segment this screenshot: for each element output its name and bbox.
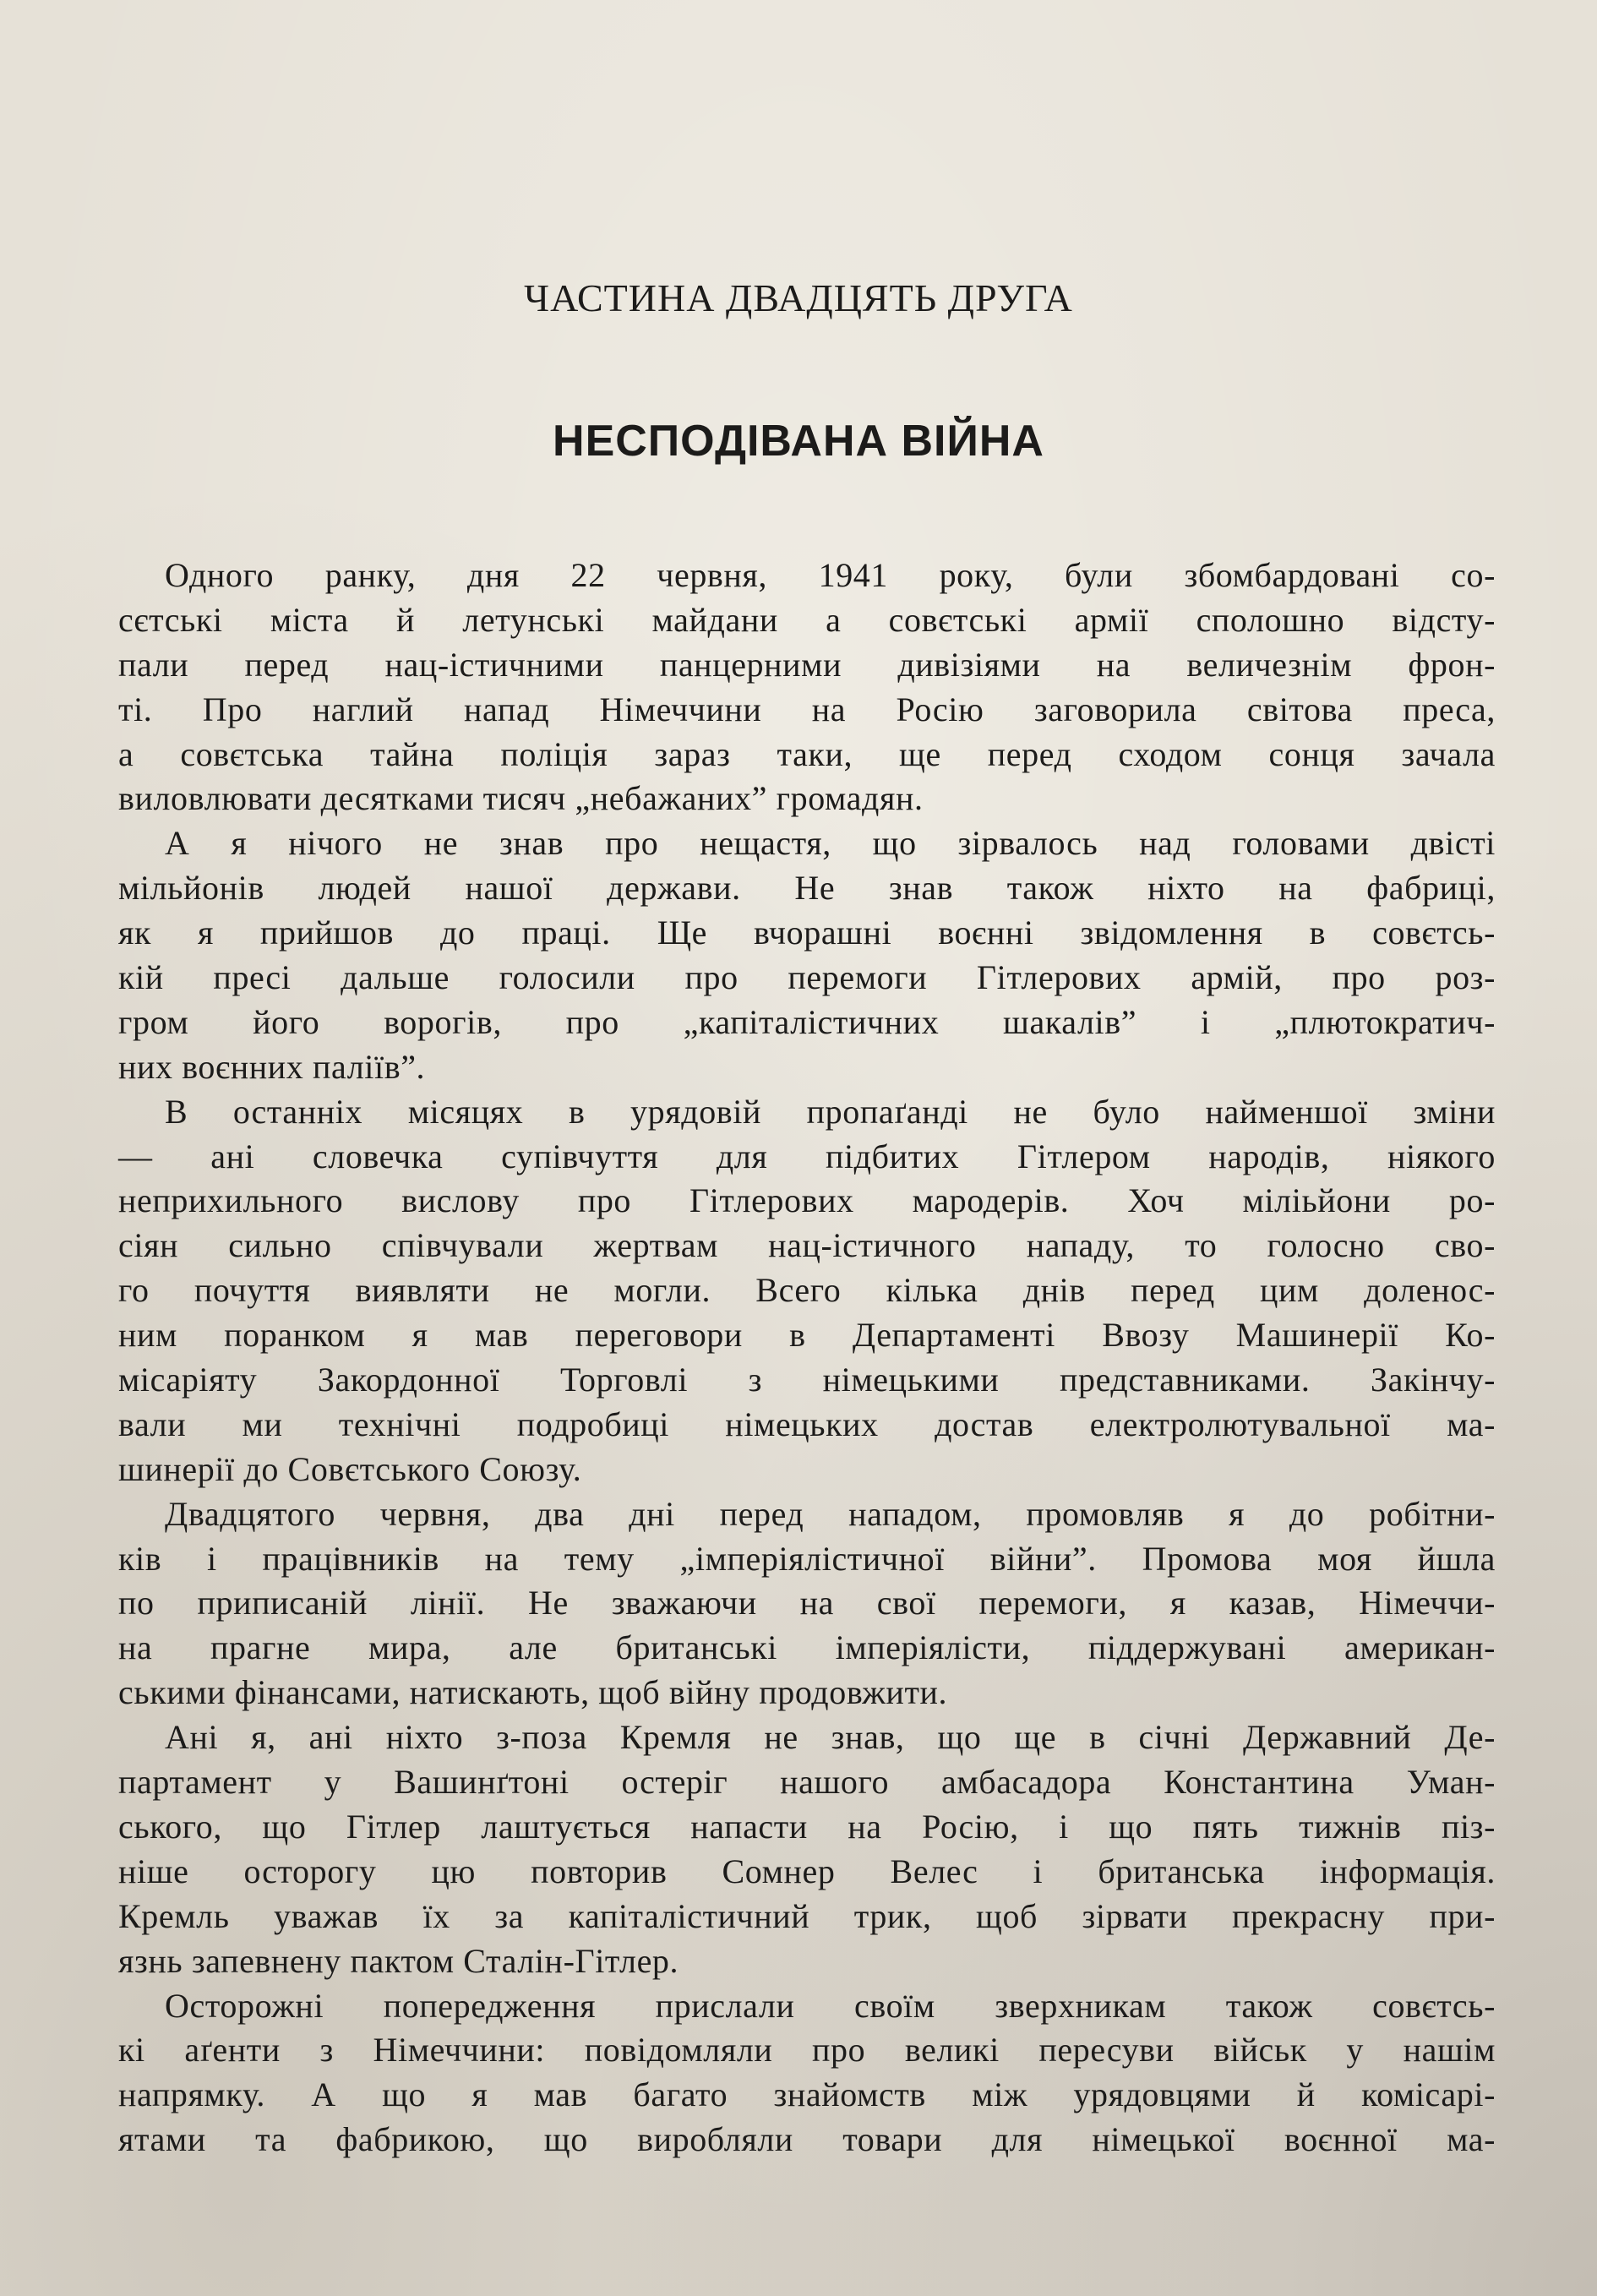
text-line: кій пресі дальше голосили про перемоги Гітлерових армій, про роз- (118, 958, 1496, 997)
paragraph (118, 1090, 1496, 1492)
text-line: ятами та фабрикою, що виробляли товари для німецької воєнної ма- (118, 2120, 1496, 2159)
text-line: ського, що Гітлер лаштується напасти на Росію, і що пять тижнів піз- (118, 1807, 1496, 1846)
text-line: виловлювати десятками тисяч „небажаних” громадян. (118, 779, 924, 818)
text-line: Кремль уважав їх за капіталістичний трик, щоб зірвати прекрасну при- (118, 1896, 1496, 1935)
text-line: неприхильного вислову про Гітлерових мародерів. Хоч міліьйони ро- (118, 1181, 1496, 1220)
text-line: Двадцятого червня, два дні перед нападом, промовляв я до робітни- (165, 1494, 1496, 1533)
body-text (118, 554, 1496, 2162)
text-line: В останніх місяцях в урядовій пропаґанді не було найменшої зміни (165, 1092, 1496, 1131)
text-line: партамент у Вашинґтоні остеріг нашого амбасадора Константина Уман- (118, 1763, 1496, 1802)
text-line: мільйонів людей нашої держави. Не знав також ніхто на фабриці, (118, 869, 1496, 908)
text-line: язнь запевнену пактом Сталін-Гітлер. (118, 1941, 679, 1980)
text-line: по приписаній лінії. Не зважаючи на свої перемоги, я казав, Німеччи- (118, 1584, 1496, 1622)
paragraph (118, 1715, 1496, 1983)
text-line: сєтські міста й летунські майдани а совєтські армії сполошно відсту- (118, 600, 1496, 639)
paragraph (118, 821, 1496, 1089)
text-line: ськими фінансами, натискають, щоб війну продовжити. (118, 1673, 948, 1712)
text-line: напрямку. А що я мав багато знайомств між урядовцями й комісарі- (118, 2075, 1496, 2114)
text-line: місаріяту Закордонної Торговлі з німецькими представниками. Закінчу- (118, 1361, 1496, 1399)
chapter-title: НЕСПОДІВАНА ВІЙНА (553, 417, 1044, 466)
text-line: гром його ворогів, про „капіталістичних шакалів” і „плютократич- (118, 1002, 1496, 1041)
text-line: як я прийшов до праці. Ще вчорашні воєнні звідомлення в совєтсь- (118, 913, 1496, 952)
paragraph (118, 1492, 1496, 1715)
text-line: вали ми технічні подробиці німецьких достав електролютувальної ма- (118, 1404, 1496, 1443)
text-line: А я нічого не знав про нещастя, що зірвалось над головами двісті (165, 824, 1496, 863)
paragraph (118, 1984, 1496, 2163)
text-line: пали перед нац-істичними панцерними дивізіями на величезнім фрон- (118, 645, 1496, 684)
text-line: сіян сильно співчували жертвам нац-істичного нападу, то голосно сво- (118, 1226, 1496, 1265)
text-line: ті. Про наглий напад Німеччини на Росію заговорила світова преса, (118, 690, 1496, 728)
text-line: ним поранком я мав переговори в Департаменті Ввозу Машинерії Ко- (118, 1316, 1496, 1355)
text-line: — ані словечка супівчуття для підбитих Гітлером народів, ніякого (118, 1137, 1496, 1175)
text-line: шинерії до Совєтського Союзу. (118, 1449, 582, 1488)
text-line: го почуття виявляти не могли. Всего кілька днів перед цим доленос- (118, 1271, 1496, 1310)
text-line: на прагне мира, але британські імперіялісти, піддержувані американ- (118, 1628, 1496, 1667)
text-line: а совєтська тайна поліція зараз таки, ще перед сходом сонця зачала (118, 734, 1496, 773)
text-line: ків і працівників на тему „імперіялістичної війни”. Промова моя йшла (118, 1539, 1496, 1578)
text-line: Ані я, ані ніхто з-поза Кремля не знав, що ще в січні Державний Де- (165, 1718, 1496, 1757)
text-line: Одного ранку, дня 22 червня, 1941 року, були збомбардовані со- (165, 556, 1496, 594)
text-line: ніше осторогу цю повторив Сомнер Велес і британська інформація. (118, 1852, 1496, 1890)
text-line: них воєнних паліїв”. (118, 1047, 426, 1086)
part-title: ЧАСТИНА ДВАДЦЯТЬ ДРУГА (524, 276, 1073, 319)
text-line: Осторожні попередження прислали своїм зверхникам також совєтсь- (165, 1986, 1496, 2025)
text-line: кі аґенти з Німеччини: повідомляли про великі пересуви військ у нашім (118, 2031, 1496, 2070)
paragraph (118, 554, 1496, 821)
